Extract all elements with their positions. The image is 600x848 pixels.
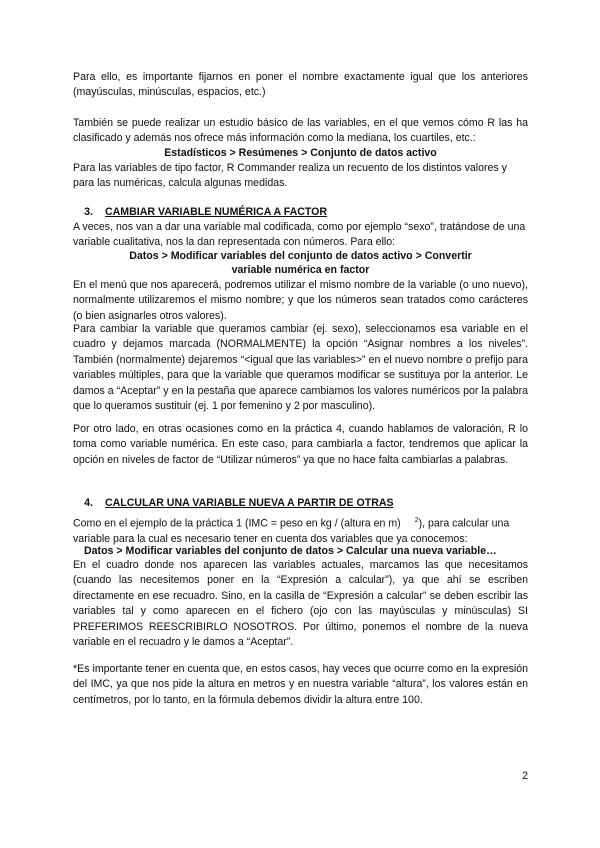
- paragraph-names: Para ello, es importante fijarnos en poner el nombre exactamente igual que los anteriores (mayúsculas, minúsculas, espacios, etc.): [73, 71, 528, 99]
- menu-path-convert-line2: variable numérica en factor: [231, 264, 370, 276]
- paragraph-change-variable: Para cambiar la variable que queramos cambiar (ej. sexo), seleccionamos esa variable en el cuadro y dejamos marcada (NORMALMENTE) la opción “Asignar nombres a los niveles”. También (normalmente) dejaremos “<igual que las variables>” en el nuevo nombre o prefijo para variables múltiples, para que la variable que queramos modificar se sustituya por la anterior. Le damos a “Aceptar” y en la pestaña que aparece cambiamos los valores numéricos por la palabra que lo queramos sustituir (ej. 1 por femenino y 2 por masculino).: [73, 323, 528, 413]
- section-number-4: 4.: [84, 497, 93, 509]
- paragraph-imc-note: *Es importante tener en cuenta que, en estos casos, hay veces que ocurre como en la expresión del IMC, ya que nos pide la altura en metros y en nuestra variable “altura”, los valores están en centímetros, por lo tanto, en la fórmula debemos dividir la altura entre 100.: [73, 663, 528, 706]
- paragraph-compute-dialog: En el cuadro donde nos aparecen las variables actuales, marcamos las que necesitamos (cuando las necesitemos poner en la “Expresión a calcular”), ya que ahí se escriben directamente en ese recuadro. Sino, en la casilla de “Expresión a calcular” se deben escribir las variables tal y como aparecen en el fichero (ojo con las mayúsculas y minúsculas) SI PREFERIMOS REESCRIBIRLO NOSOTROS. Por último, ponemos el nombre de la nueva variable en el recuadro y le damos a “Aceptar”.: [73, 559, 528, 649]
- imc-text-end: ), para calcular una variable para la cual es necesario tener en cuenta dos variables que ya conocemos:: [73, 517, 510, 545]
- menu-path-summary: Estadísticos > Resúmenes > Conjunto de datos activo: [164, 147, 437, 159]
- section-number-3: 3.: [84, 206, 93, 218]
- paragraph-menu-options: En el menú que nos aparecerá, podremos utilizar el mismo nombre de la variable (o uno nuevo), normalmente utilizaremos el mismo nombre; y que los números sean tratados como carácteres (o bien asignarles otros valores).: [73, 279, 528, 322]
- imc-exponent: 2: [414, 517, 419, 524]
- section-heading-4: [73, 496, 528, 511]
- section-title-4: CALCULAR UNA VARIABLE NUEVA A PARTIR DE OTRAS: [105, 497, 394, 509]
- paragraph-bad-coding: A veces, nos van a dar una variable mal codificada, como por ejemplo “sexo”, tratándose de una variable cualitativa, nos la dan representada con números. Para ello:: [73, 221, 526, 249]
- imc-text-start: Como en el ejemplo de la práctica 1 (IMC = peso en kg / (altura en m): [73, 517, 401, 530]
- section-title-3: CAMBIAR VARIABLE NUMÉRICA A FACTOR: [105, 206, 328, 218]
- paragraph-imc-example: [73, 513, 528, 547]
- page-number: 2: [522, 770, 528, 782]
- paragraph-summary-result: Para las variables de tipo factor, R Commander realiza un recuento de los distintos valores y para las numéricas, calcula algunas medidas.: [73, 162, 507, 190]
- menu-path-compute: Datos > Modificar variables del conjunto de datos > Calcular una nueva variable…: [84, 545, 497, 557]
- menu-path-convert-line1: Datos > Modificar variables del conjunto de datos activo > Convertir: [129, 250, 472, 262]
- section-heading-3: [73, 205, 528, 220]
- paragraph-valuation: Por otro lado, en otras ocasiones como en la práctica 4, cuando hablamos de valoración, R lo toma como variable numérica. En este caso, para cambiarla a factor, tendremos que aplicar la opción en niveles de factor de “Utilizar números” ya que no hace falta cambiarlas a palabras.: [73, 423, 528, 466]
- paragraph-summary-intro: También se puede realizar un estudio básico de las variables, en el que vemos cómo R las ha clasificado y además nos ofrece más información como la mediana, los cuartiles, etc.:: [73, 117, 528, 145]
